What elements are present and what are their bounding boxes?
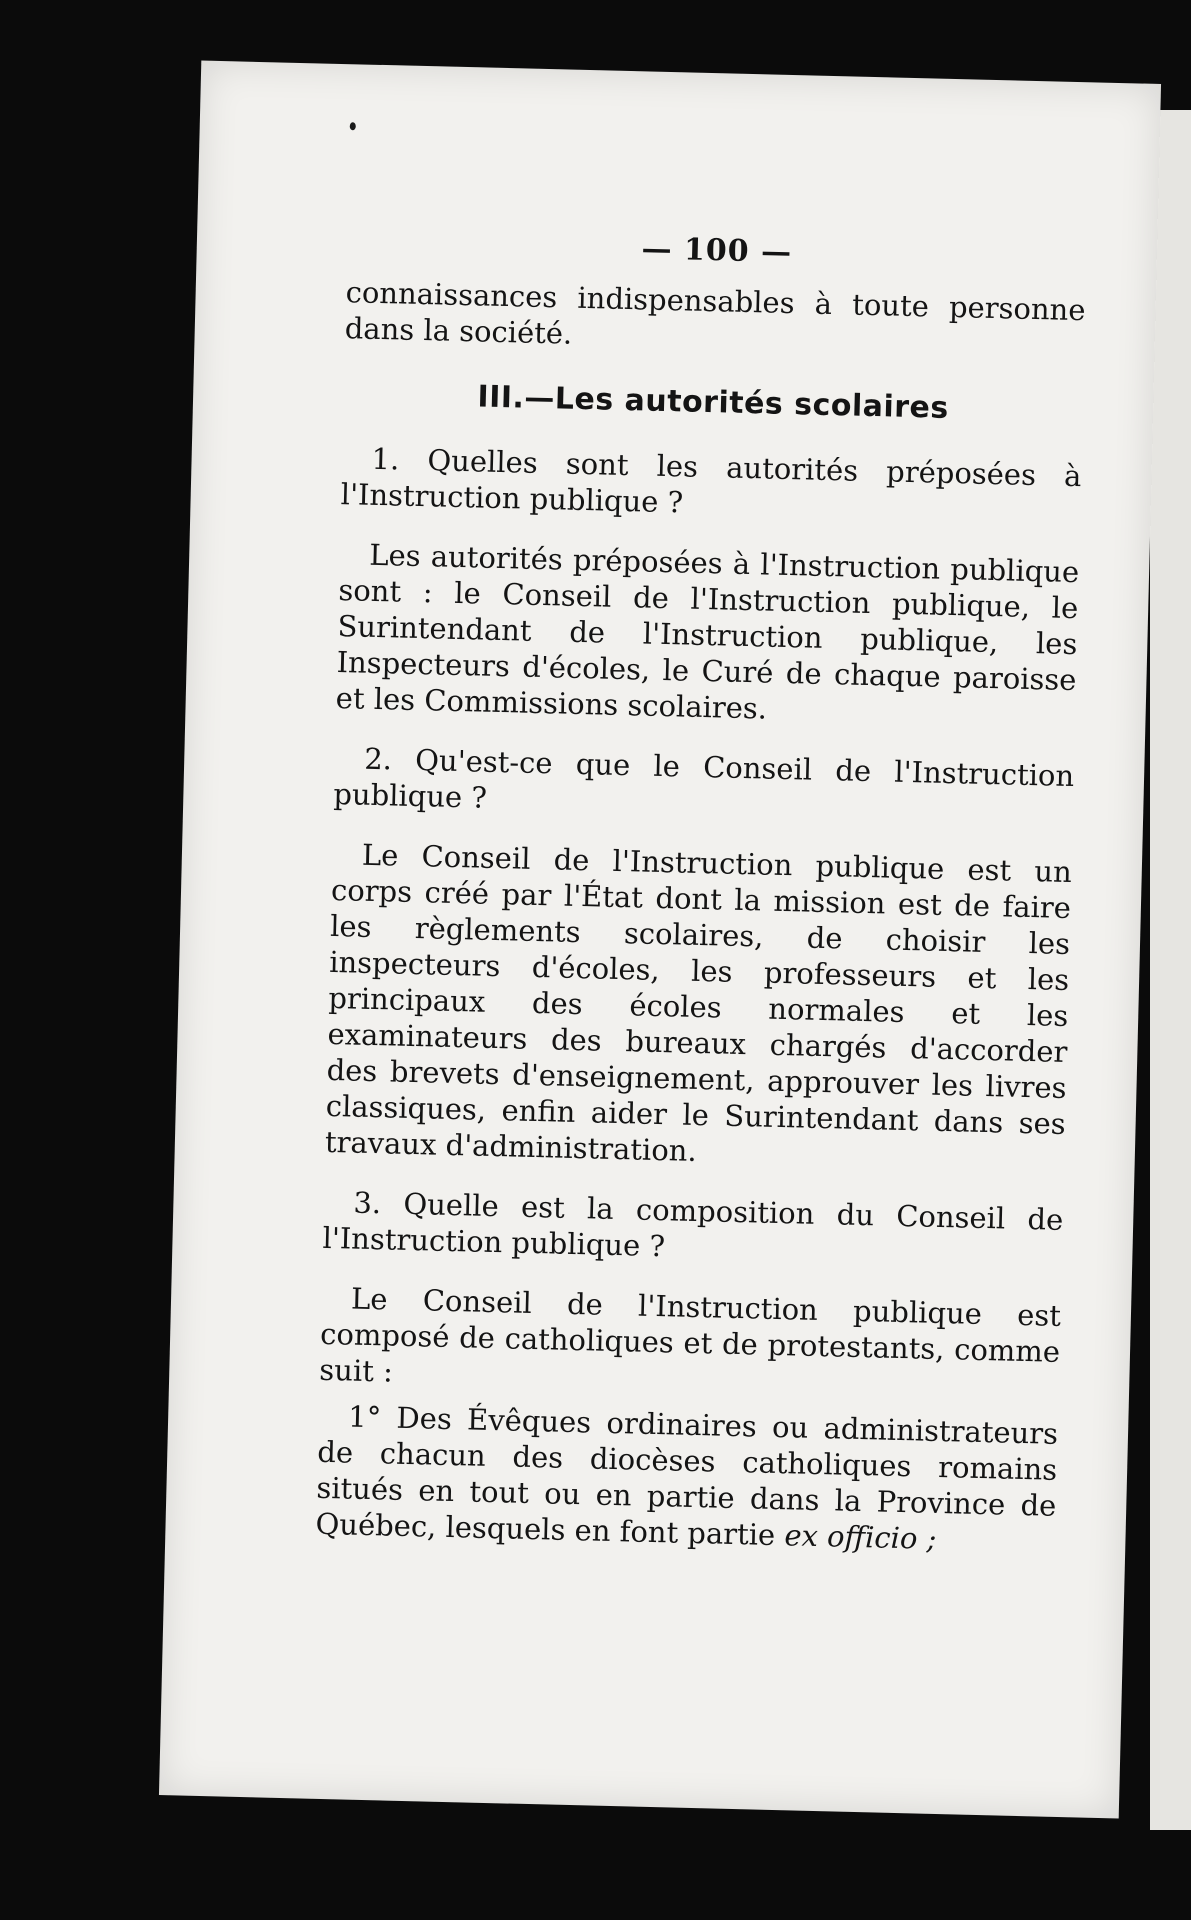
question-2: 2. Qu'est-ce que le Conseil de l'Instruction publique ? [333, 741, 1075, 815]
page-number: — 100 — [641, 231, 793, 271]
ex-officio-italic: ex officio ; [784, 1518, 937, 1556]
answer-3: Le Conseil de l'Instruction publique est composé de catholiques et de protestants, comme suit : [318, 1281, 1062, 1389]
book-page [159, 61, 1161, 1819]
answer-2: Le Conseil de l'Instruction publique est un corps créé par l'État dont la mission est de faire les règlements scolaires, de choisir les inspecteurs d'écoles, les professeurs et les principaux des écoles normales et les examinateurs des bureaux chargés d'accorder des brevets d'enseignement, approuver les livres classiques, enfin aider le Surintendant dans ses travaux d'administration. [324, 837, 1073, 1168]
page-text-block [315, 224, 1088, 1584]
continuation-paragraph: connaissances indispensables à toute personne dans la société. [344, 275, 1086, 351]
answer-1: Les autorités préposées à l'Instruction publique sont : le Conseil de l'Instruction publique, le Surintendant de l'Instruction publique, les Inspecteurs d'écoles, le Curé de chaque paroisse et les Commissions scolaires. [335, 537, 1080, 726]
section-heading: III.—Les autorités scolaires [477, 379, 950, 426]
question-3: 3. Quelle est la composition du Conseil de l'Instruction publique ? [322, 1185, 1064, 1264]
ink-speck [350, 122, 356, 130]
list-item-1 [315, 1398, 1058, 1560]
list-item-1-text: 1° Des Évêques ordinaires ou administrateurs de chacun des diocèses catholiques romains situés en tout ou en partie dans la Province de Québec, lesquels en font partie [315, 1399, 1059, 1552]
question-1: 1. Quelles sont les autorités préposées à l'Instruction publique ? [340, 441, 1082, 520]
adjacent-page-edge [1150, 110, 1191, 1830]
